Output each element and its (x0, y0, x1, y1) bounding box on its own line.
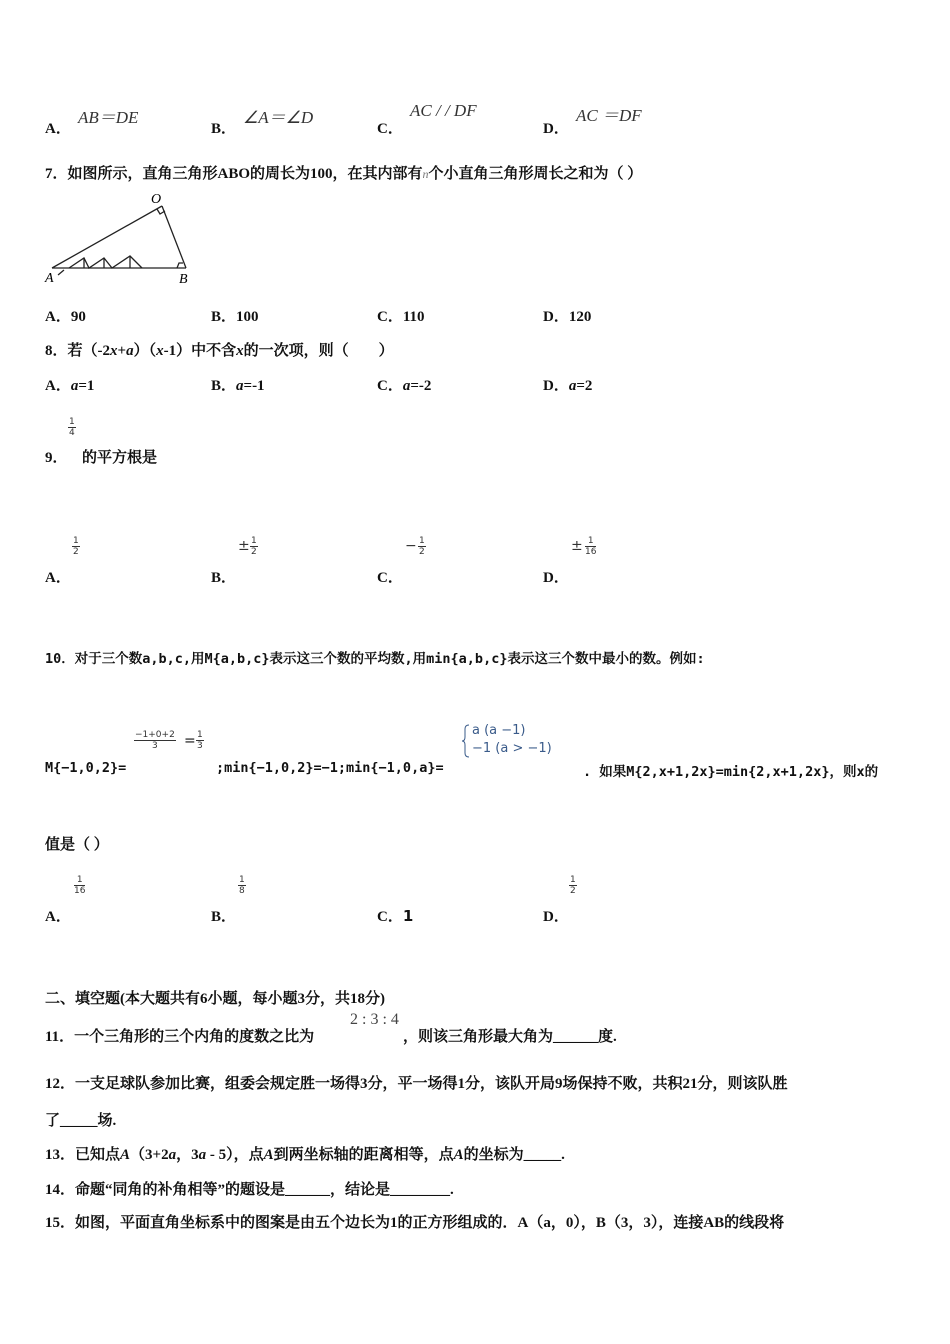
q10-option-b-fraction: $\frac{1}{8}$ (239, 875, 245, 896)
q7-n-variable: n (422, 167, 429, 181)
side-ob (162, 206, 186, 268)
section-2-title: 二、填空题(本大题共有6小题，每小题3分，共18分) (45, 991, 385, 1007)
q10-option-d-fraction: $\frac{1}{2}$ (570, 875, 576, 896)
q9-option-c-sign: − (405, 538, 417, 554)
q9-option-b-label: B． (211, 570, 237, 586)
q9-option-c-fraction: $\frac{1}{2}$ (419, 536, 425, 557)
q9-option-b-sign: ± (238, 538, 250, 554)
q7-stem (45, 162, 642, 183)
q6-option-a-label: A． (45, 121, 71, 137)
q10-fraction-result: $\frac{1}{3}$ (197, 730, 203, 751)
q7-stem-pre: 7．如图所示，直角三角形ABO的周长为100，在其内部有 (45, 166, 423, 182)
q9-option-b-fraction: $\frac{1}{2}$ (251, 536, 257, 557)
side-ao (52, 206, 162, 268)
q9-option-a-label: A． (45, 570, 71, 586)
q6-option-d-formula: AC ＝DF (576, 106, 642, 125)
small-triangles (69, 256, 142, 268)
q10-case-2: −1 (a > −1) (472, 741, 552, 756)
q7-option-a: A．90 (45, 309, 86, 325)
q7-triangle-figure (44, 190, 204, 288)
q13-stem: 13．已知点A（3+2a，3a - 5），点A到两坐标轴的距离相等，点A的坐标为_____. (45, 1147, 565, 1163)
right-angle-mark-b (177, 263, 183, 268)
q6-option-c-formula: AC / / DF (410, 101, 477, 120)
q10-min-expression: ;min{−1,0,2}=−1;min{−1,0,a}= (216, 760, 444, 776)
q10-option-a-label: A． (45, 909, 71, 925)
q12-line-1: 12．一支足球队参加比赛，组委会规定胜一场得3分，平一场得1分，该队开局9场保持不败，共积21分，则该队胜 (45, 1076, 788, 1092)
q10-stem: 10．对于三个数a,b,c,用M{a,b,c}表示这三个数的平均数,用min{a,b,c}表示这三个数中最小的数。例如: (45, 651, 705, 667)
q7-option-c: C．110 (377, 309, 425, 325)
q10-piecewise (462, 722, 552, 758)
q9-stem: 的平方根是 (82, 450, 158, 466)
q10-case-1: a (a −1) (472, 723, 526, 738)
q10-equals: = (184, 733, 196, 749)
q14-stem: 14．命题“同角的补角相等”的题设是______，结论是________. (45, 1182, 454, 1198)
q10-option-a-fraction: $\frac{1}{16}$ (74, 875, 86, 896)
q12-line-2: 了_____场. (45, 1113, 117, 1129)
vertex-label-b: B (179, 272, 188, 287)
q11-stem-post: ，则该三角形最大角为______度. (403, 1029, 617, 1045)
vertex-label-a: A (45, 271, 54, 286)
q10-option-b-label: B． (211, 909, 237, 925)
tick-a (58, 270, 64, 275)
q8-option-b: B．a=-1 (211, 378, 265, 394)
q9-number: 9． (45, 450, 68, 466)
brace-icon (462, 724, 470, 758)
q7-option-d: D．120 (543, 309, 592, 325)
q8-option-a: A．a=1 (45, 378, 95, 394)
q8-option-d: D．a=2 (543, 378, 593, 394)
q10-fraction-mean: $\frac{-1+0+2}{3}$ (135, 730, 175, 751)
q7-option-b: B．100 (211, 309, 259, 325)
q6-option-a-formula: AB＝DE (78, 108, 139, 127)
q7-stem-post: 个小直角三角形周长之和为（ ） (428, 166, 643, 182)
q8-var-a: a (126, 343, 134, 359)
vertex-label-o: O (151, 192, 162, 207)
q8-stem: 8．若（-2x+a）（x-1）中不含x的一次项，则（ ） (45, 343, 394, 359)
q9-option-d-sign: ± (571, 538, 583, 554)
q9-option-d-label: D． (543, 570, 569, 586)
q10-option-c: C．1 (377, 907, 414, 925)
q8-var-x: x (110, 343, 118, 359)
q9-fraction: $\frac{1}{4}$ (69, 417, 75, 438)
q6-option-d-label: D． (543, 121, 569, 137)
q9-option-c-label: C． (377, 570, 403, 586)
q6-option-b-label: B． (211, 121, 237, 137)
q11-stem-pre: 11．一个三角形的三个内角的度数之比为 (45, 1029, 315, 1045)
q10-m-expression: M{−1,0,2}= (45, 760, 127, 776)
q9-option-a-fraction: $\frac{1}{2}$ (73, 536, 79, 557)
q15-stem: 15．如图，平面直角坐标系中的图案是由五个边长为1的正方形组成的．A（a，0），B（3，3），连接AB的线段将 (45, 1215, 785, 1231)
q10-option-d-label: D． (543, 909, 569, 925)
q6-option-b-formula: ∠A＝∠D (243, 108, 314, 127)
q10-condition: . 如果M{2,x+1,2x}=min{2,x+1,2x}，则x的 (583, 764, 879, 780)
q10-stem-continued: 值是（ ） (45, 837, 109, 853)
q6-option-c-label: C． (377, 121, 403, 137)
q11-ratio: 2 : 3 : 4 (350, 1011, 399, 1028)
q9-option-d-fraction: $\frac{1}{16}$ (585, 536, 597, 557)
q8-option-c: C．a=-2 (377, 378, 432, 394)
